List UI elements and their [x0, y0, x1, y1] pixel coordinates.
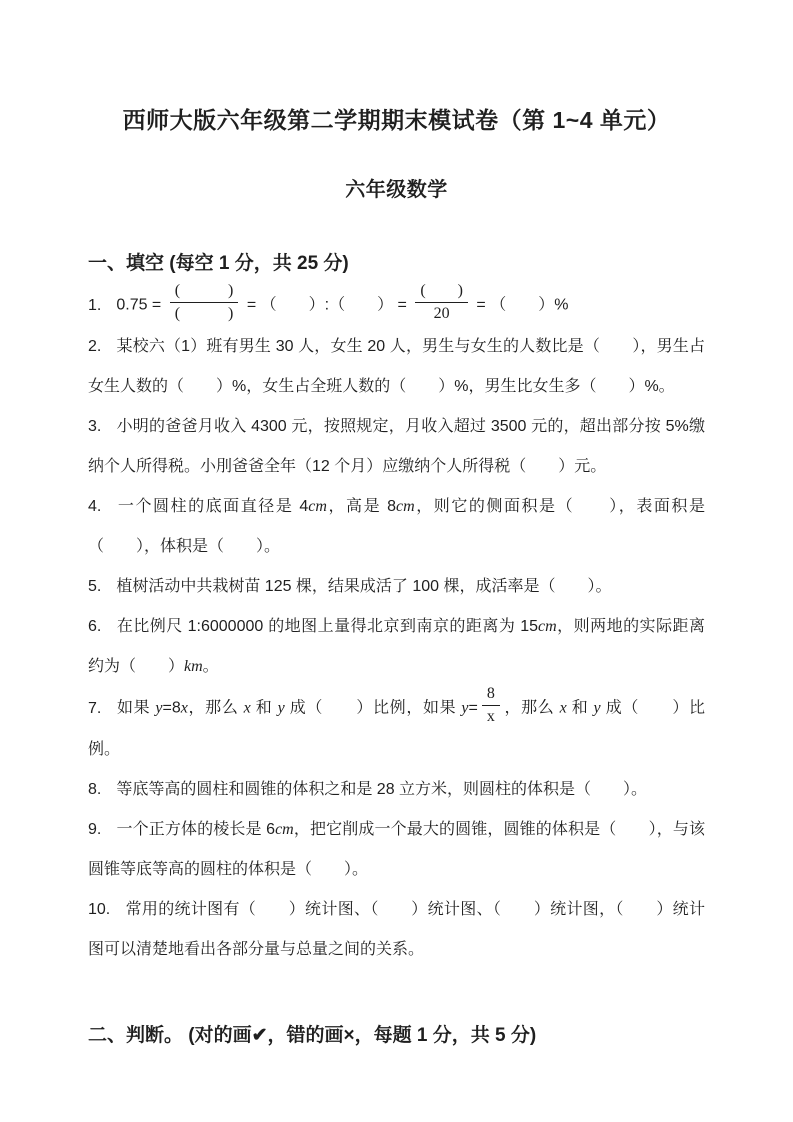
math-variable: x: [180, 699, 188, 717]
question-text: = （ ）%: [471, 296, 569, 314]
question-text: 。: [202, 658, 219, 675]
question-number: 5.: [88, 578, 102, 595]
question-text: 在比例尺 1:6000000 的地图上量得北京到南京的距离为 15: [116, 618, 539, 635]
question-text: ，那么: [187, 699, 244, 717]
question-text: 0.75 =: [116, 296, 166, 314]
fraction: [170, 281, 239, 324]
fraction: [415, 281, 468, 324]
question-number: 6.: [88, 618, 102, 635]
math-variable: x: [559, 699, 567, 717]
question: [88, 487, 705, 567]
question-number: 2.: [88, 338, 102, 355]
question: [88, 890, 705, 970]
math-variable: cm: [396, 498, 415, 515]
math-variable: y: [155, 699, 163, 717]
question-text: 一个正方体的棱长是 6: [116, 821, 276, 838]
question-number: 9.: [88, 821, 102, 838]
fraction-denominator: ( ): [174, 305, 234, 322]
question: [88, 567, 705, 607]
section-heading-fill-blanks: 一、填空 (每空 1 分，共 25 分): [88, 253, 349, 274]
question-text: =8: [162, 699, 181, 717]
question-text: 和: [566, 699, 594, 717]
math-variable: y: [461, 699, 469, 717]
question-text: =: [468, 699, 478, 717]
question-text: 一个圆柱的底面直径是 4: [116, 498, 309, 515]
fraction-numerator: ( ): [415, 281, 468, 303]
question-text: ，则两地的实际距离约为（ ）: [88, 618, 705, 675]
math-variable: y: [277, 699, 285, 717]
question: [88, 687, 705, 770]
question-list: [88, 284, 705, 970]
question-text: 植树活动中共栽树苗 125 棵，结果成活了 100 棵，成活率是（ ）。: [116, 578, 612, 595]
math-variable: cm: [538, 618, 557, 635]
question-text: ，高是 8: [326, 498, 397, 515]
question-text: 常用的统计图有（ ）统计图、（ ）统计图、（ ）统计图，（ ）统计图可以清楚地看出各部分量与总量之间的关系。: [88, 901, 705, 958]
fraction-numerator: ( ): [170, 281, 239, 303]
question-text: 成（ ）比例。: [88, 699, 705, 758]
math-variable: cm: [308, 498, 327, 515]
question-number: 10.: [88, 901, 111, 918]
question-text: ，把它削成一个最大的圆锥，圆锥的体积是（ ），与该圆锥等底等高的圆柱的体积是（ ）。: [88, 821, 705, 878]
fraction-denominator: x: [486, 708, 495, 725]
question: [88, 810, 705, 890]
fraction: [482, 684, 500, 727]
question-text: 小明的爸爸月收入 4300 元，按照规定，月收入超过 3500 元的，超出部分按 5%缴纳个人所得税。小刖爸爸全年（12 个月）应缴纳个人所得税（ ）元。: [88, 418, 705, 475]
question-text: 等底等高的圆柱和圆锥的体积之和是 28 立方米，则圆柱的体积是（ ）。: [116, 781, 648, 798]
question: [88, 284, 705, 327]
question-number: 4.: [88, 498, 102, 515]
question-text: 成（ ）比例，如果: [284, 699, 462, 717]
question-number: 3.: [88, 418, 102, 435]
question-number: 7.: [88, 699, 102, 717]
question: [88, 770, 705, 810]
question-number: 8.: [88, 781, 102, 798]
question-text: 如果: [116, 699, 156, 717]
question-number: 1.: [88, 296, 102, 314]
math-variable: km: [184, 658, 203, 675]
math-variable: cm: [275, 821, 294, 838]
question-text: = （ ）:（ ） =: [242, 296, 412, 314]
document-subtitle: 六年级数学: [345, 179, 448, 201]
question-text: 和: [250, 699, 278, 717]
fraction-numerator: 8: [482, 684, 500, 706]
question: [88, 607, 705, 687]
fraction-denominator: 20: [433, 305, 450, 322]
section-heading-judgement: 二、判断。 (对的画✔，错的画×，每题 1 分，共 5 分): [88, 1025, 537, 1046]
question: [88, 407, 705, 487]
math-variable: x: [243, 699, 251, 717]
question-text: 某校六（1）班有男生 30 人，女生 20 人，男生与女生的人数比是（ ），男生占女生人数的（ ）%，女生占全班人数的（ ）%，男生比女生多（ ）%。: [88, 338, 705, 395]
document-title: 西师大版六年级第二学期期末模试卷（第 1~4 单元）: [122, 107, 671, 133]
question: [88, 327, 705, 407]
question-text: ，则它的侧面积是（ ），表面积是（ ），体积是（ ）。: [88, 498, 705, 555]
question-text: ，那么: [503, 699, 560, 717]
math-variable: y: [593, 699, 601, 717]
